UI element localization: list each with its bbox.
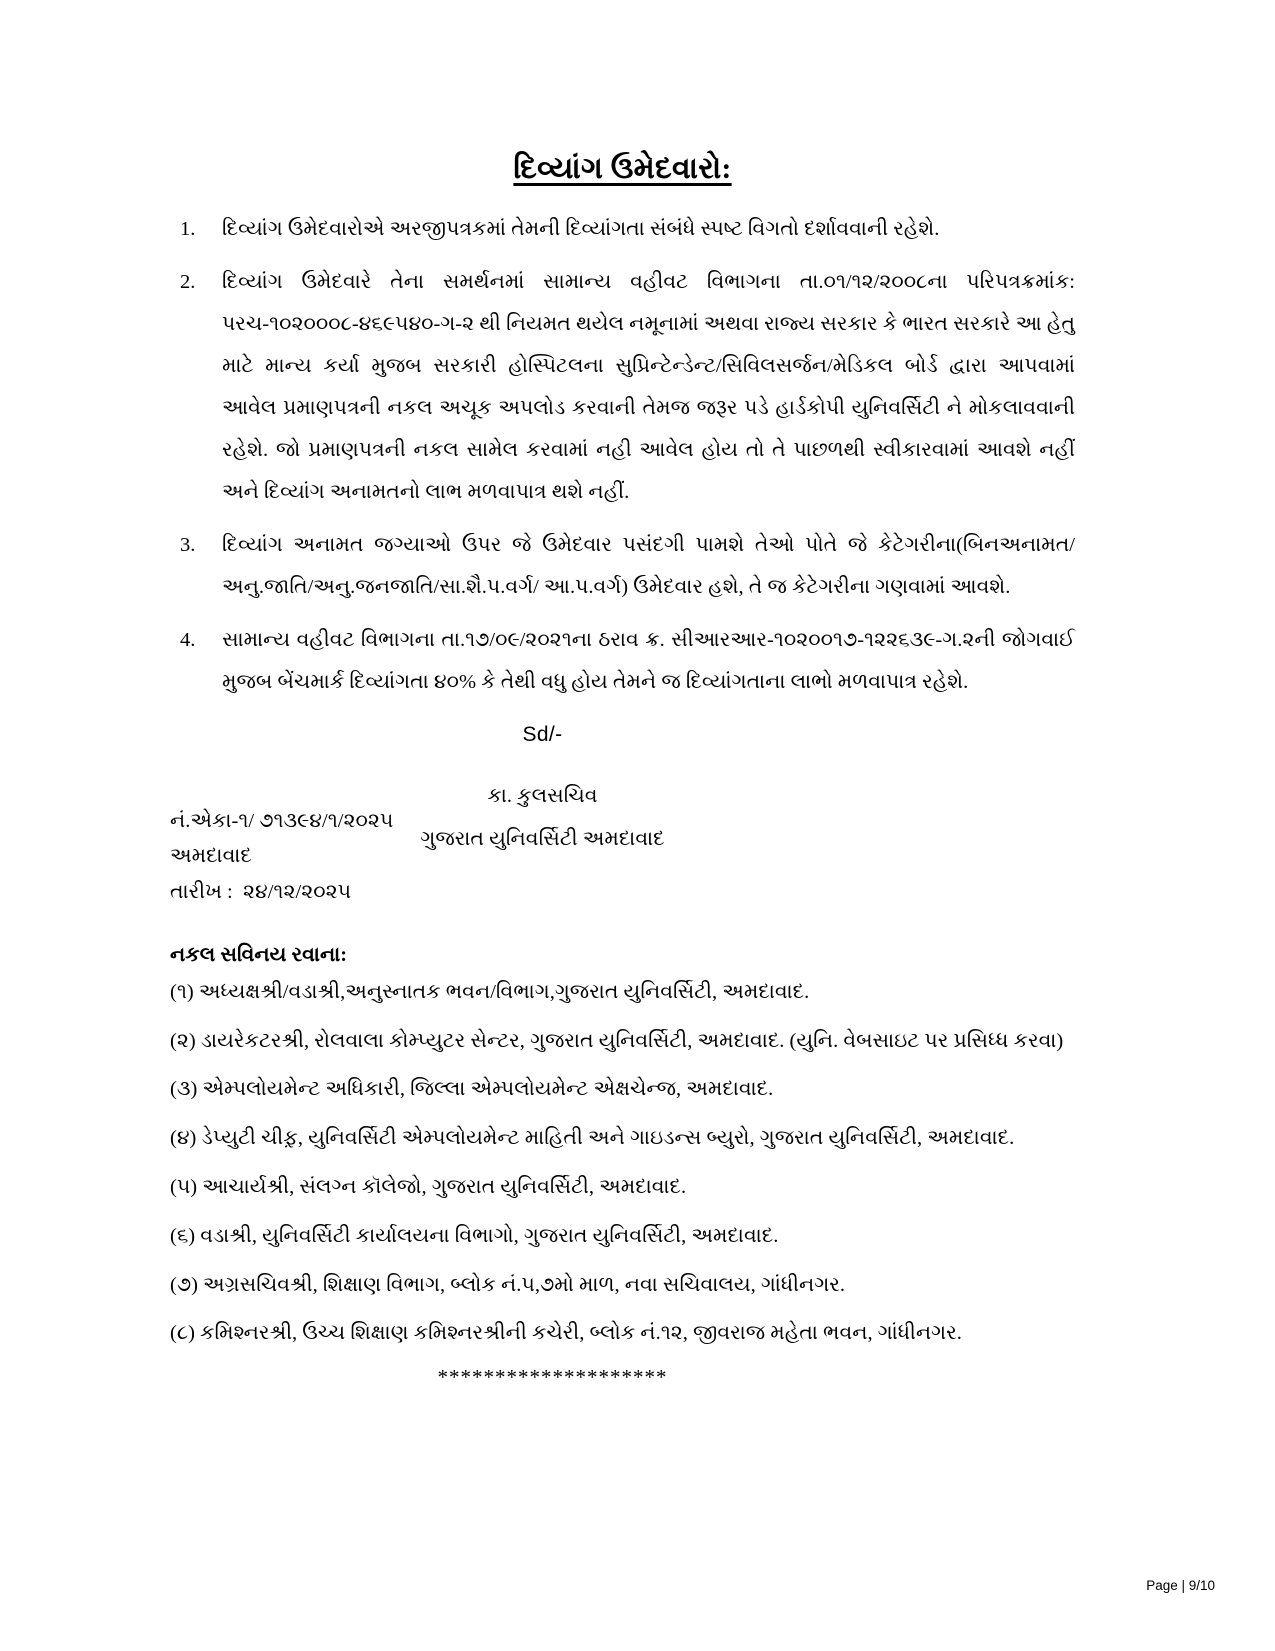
list-item <box>170 208 1075 250</box>
signature-sd: Sd/- <box>522 723 563 747</box>
page-title-text: દિવ્યાંગ ઉમેદવારો: <box>513 152 732 185</box>
list-item <box>170 261 1075 513</box>
list-item: (૮) કમિશ્નરશ્રી, ઉચ્ચ શિક્ષાણ કમિશ્નરશ્રીની કચેરી, બ્લોક નં.૧૨, જીવરાજ મહેતા ભવન, ગાંધીનગર. <box>170 1322 962 1345</box>
list-item: (૧) અધ્યક્ષશ્રી/વડાશ્રી,અનુસ્નાતક ભવન/વિભાગ,ગુજરાત યુનિવર્સિટી, અમદાવાદ. <box>170 980 810 1003</box>
page-title <box>170 152 1075 186</box>
list-item-number: 2. <box>180 271 196 294</box>
section-separator: ******************** <box>437 1365 668 1390</box>
list-item: (૪) ડેપ્યુટી ચીફ઼, યુનિવર્સિટી એમ્પલોયમેન્ટ માહિતી અને ગાઇડન્સ બ્યુરો, ગુજરાત યુનિવર્સિટી, અમદાવાદ. <box>170 1127 1015 1150</box>
list-item-text: દિવ્યાંગ ઉમેદવારોએ અરજીપત્રકમાં તેમની દિવ્યાંગતા સંબંધે સ્પષ્ટ વિગતો દર્શાવવાની રહેશે. <box>222 218 940 240</box>
copy-to-heading: નકલ સવિનય રવાના: <box>170 943 348 966</box>
reference-number: નં.એકા-૧/ ૭૧૩૯૪/૧/૨૦૨૫ <box>170 810 394 833</box>
copy-to-list <box>170 977 1075 1350</box>
reference-date: તારીખ : ૨૪/૧૨/૨૦૨૫ <box>170 880 352 903</box>
list-item-text: દિવ્યાંગ ઉમેદવારે તેના સમર્થનમાં સામાન્ય વહીવટ વિભાગના તા.૦૧/૧૨/૨૦૦૮ના પરિપત્રક્રમાંક: પરચ-૧૦૨૦૦૦૮-૪૬૯૫૪૦-ગ-૨ થી નિયમત થયેલ નમૂનામાં અથવા રાજ્ય સરકાર કે ભારત સરકારે આ હેતુ માટે માન્ય કર્યા મુજબ સરકારી હોસ્પિટલના સુપ્રિન્ટેન્ડેન્ટ/સિવિલસર્જન/મેડિકલ બોર્ડ દ્વારા આપવામાં આવેલ પ્રમાણપત્રની નકલ અચૂક અપલોડ કરવાની તેમજ જરૂર પડે હાર્ડકોપી યુનિવર્સિટી ને મોકલાવવાની રહેશે. જો પ્રમાણપત્રની નકલ સામેલ કરવામાં નહી આવેલ હોય તો તે પાછળથી સ્વીકારવામાં આવશે નહીં અને દિવ્યાંગ અનામતનો લાભ મળવાપાત્ર થશે નહીં. <box>222 271 1075 504</box>
list-item-text: દિવ્યાંગ અનામત જગ્યાઓ ઉપર જે ઉમેદવાર પસંદગી પામશે તેઓ પોતે જે કેટેગરીના(બિનઅનામત/અનુ.જાતિ/અનુ.જનજાતિ/સા.શૈ.પ.વર્ગ/ આ.પ.વર્ગ) ઉમેદવાર હશે, તે જ કેટેગરીના ગણવામાં આવશે. <box>222 534 1075 599</box>
document-content <box>170 0 1075 1390</box>
list-item-number: 3. <box>180 534 196 557</box>
list-item-text: સામાન્ય વહીવટ વિભાગના તા.૧૭/૦૯/૨૦૨૧ના ઠરાવ ક્ર. સીઆરઆર-૧૦૨૦૦૧૭-૧૨૨૬૩૯-ગ.૨ની જોગવાઈ મુજબ બેંચમાર્ક દિવ્યાંગતા ૪૦% કે તેથી વધુ હોય તેમને જ દિવ્યાંગતાના લાભો મળવાપાત્ર રહેશે. <box>222 629 1075 694</box>
list-item <box>170 524 1075 608</box>
list-item: (૬) વડાશ્રી, યુનિવર્સિટી કાર્યાલયના વિભાગો, ગુજરાત યુનિવર્સિટી, અમદાવાદ. <box>170 1224 779 1247</box>
signature-role: કા. કુલસચિવ <box>487 785 598 808</box>
list-item-number: 4. <box>180 629 196 652</box>
list-item <box>170 619 1075 703</box>
list-item: (૩) એમ્પલોયમેન્ટ અધિકારી, જિલ્લા એમ્પલોયમેન્ટ એક્ષચેન્જ, અમદાવાદ. <box>170 1078 774 1101</box>
list-item: (૨) ડાયરેકટરશ્રી, રોલવાલા કોમ્પ્યુટર સેન્ટર, ગુજરાત યુનિવર્સિટી, અમદાવાદ. (યુનિ. વેબસાઇટ પર પ્રસિધ્ધ કરવા) <box>170 1029 1064 1052</box>
numbered-conditions-list <box>170 208 1075 703</box>
list-item-number: 1. <box>180 218 196 240</box>
reference-place: અમદાવાદ <box>170 845 252 868</box>
page-footer: Page | 9/10 <box>1146 1578 1215 1593</box>
list-item: (૭) અગ્રસચિવશ્રી, શિક્ષાણ વિભાગ, બ્લોક નં.૫,૭મો માળ, નવા સચિવાલય, ગાંધીનગર. <box>170 1273 846 1296</box>
list-item: (૫) આચાર્યશ્રી, સંલગ્ન કૉલેજો, ગુજરાત યુનિવર્સિટી, અમદાવાદ. <box>170 1175 687 1198</box>
signature-organization: ગુજરાત યુનિવર્સિટી અમદાવાદ <box>420 828 665 851</box>
